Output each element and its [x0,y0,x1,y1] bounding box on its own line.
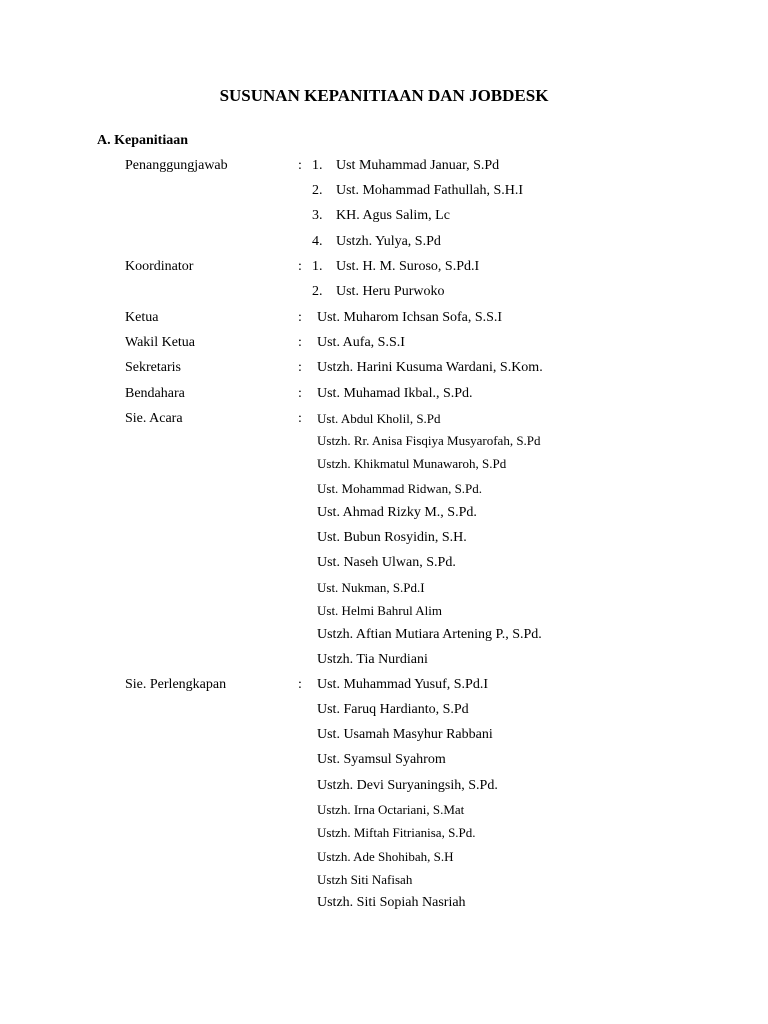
member-name: Ustzh. Rr. Anisa Fisqiya Musyarofah, S.Pd [317,433,541,448]
committee-row-koordinator [0,259,768,281]
member-number: 2. [312,183,323,198]
member-row [0,627,768,649]
member-number: 1. [312,158,323,173]
member-number: 1. [312,259,323,274]
member-number: 4. [312,234,323,249]
role-label: Koordinator [125,259,194,274]
member-name: Ust. Mohammad Fathullah, S.H.I [336,183,524,198]
member-row [0,702,768,724]
member-name: Ust. H. M. Suroso, S.Pd.I [336,259,480,274]
member-row [0,580,768,602]
member-number: 3. [312,208,323,223]
member-row [0,183,768,205]
member-row [0,481,768,503]
separator-colon: : [298,335,302,350]
member-name: Ust. Nukman, S.Pd.I [317,580,425,595]
member-name: Ustzh Siti Nafisah [317,872,413,887]
member-row [0,778,768,800]
role-label: Bendahara [125,386,185,401]
committee-row-ketua [0,310,768,332]
member-name: Ustzh. Miftah Fitrianisa, S.Pd. [317,825,476,840]
member-name: Ust. Ahmad Rizky M., S.Pd. [317,505,477,520]
member-row [0,752,768,774]
member-row [0,849,768,871]
separator-colon: : [298,411,302,426]
member-name: Ust. Muhammad Yusuf, S.Pd.I [317,677,488,692]
separator-colon: : [298,158,302,173]
separator-colon: : [298,386,302,401]
member-name: Ustzh. Tia Nurdiani [317,652,428,667]
member-name: Ustzh. Harini Kusuma Wardani, S.Kom. [317,360,543,375]
role-label: Sekretaris [125,360,181,375]
separator-colon: : [298,310,302,325]
member-number: 2. [312,284,323,299]
role-label: Sie. Perlengkapan [125,677,227,692]
member-name: Ustzh. Ade Shohibah, S.H [317,849,454,864]
committee-row-sie-acara [0,411,768,433]
member-name: Ust. Abdul Kholil, S.Pd [317,411,441,426]
member-row [0,872,768,894]
member-row [0,433,768,455]
member-row [0,530,768,552]
member-name: Ust. Naseh Ulwan, S.Pd. [317,555,456,570]
committee-row-wakil-ketua [0,335,768,357]
member-name: Ustzh. Yulya, S.Pd [336,234,441,249]
member-row [0,802,768,824]
role-label: Sie. Acara [125,411,183,426]
member-name: Ust. Helmi Bahrul Alim [317,603,442,618]
member-name: Ust. Mohammad Ridwan, S.Pd. [317,481,483,496]
document-title: SUSUNAN KEPANITIAAN DAN JOBDESK [219,86,549,105]
member-row [0,895,768,917]
member-row [0,727,768,749]
committee-row-sekretaris [0,360,768,382]
separator-colon: : [298,360,302,375]
committee-row-penanggungjawab [0,158,768,180]
member-row [0,505,768,527]
member-name: Ustzh. Devi Suryaningsih, S.Pd. [317,778,498,793]
member-row [0,208,768,230]
member-row [0,652,768,674]
member-name: Ust. Muhamad Ikbal., S.Pd. [317,386,473,401]
member-name: Ust. Bubun Rosyidin, S.H. [317,530,467,545]
member-name: Ust. Faruq Hardianto, S.Pd [317,702,469,717]
member-name: Ust. Syamsul Syahrom [317,752,446,767]
separator-colon: : [298,677,302,692]
member-name: Ust. Heru Purwoko [336,284,445,299]
member-name: Ustzh. Siti Sopiah Nasriah [317,895,466,910]
separator-colon: : [298,259,302,274]
role-label: Wakil Ketua [125,335,196,350]
role-label: Penanggungjawab [125,158,228,173]
member-name: KH. Agus Salim, Lc [336,208,450,223]
member-row [0,825,768,847]
member-row [0,603,768,625]
member-name: Ustzh. Irna Octariani, S.Mat [317,802,465,817]
committee-row-sie-perlengkapan [0,677,768,699]
member-row [0,284,768,306]
member-row [0,456,768,478]
committee-row-bendahara [0,386,768,408]
member-name: Ustzh. Aftian Mutiara Artening P., S.Pd. [317,627,542,642]
member-name: Ust Muhammad Januar, S.Pd [336,158,500,173]
section-heading-kepanitiaan: A. Kepanitiaan [97,133,189,148]
member-name: Ust. Aufa, S.S.I [317,335,405,350]
member-row [0,555,768,577]
role-label: Ketua [125,310,159,325]
member-name: Ust. Usamah Masyhur Rabbani [317,727,493,742]
member-name: Ust. Muharom Ichsan Sofa, S.S.I [317,310,503,325]
member-name: Ustzh. Khikmatul Munawaroh, S.Pd [317,456,507,471]
member-row [0,234,768,256]
